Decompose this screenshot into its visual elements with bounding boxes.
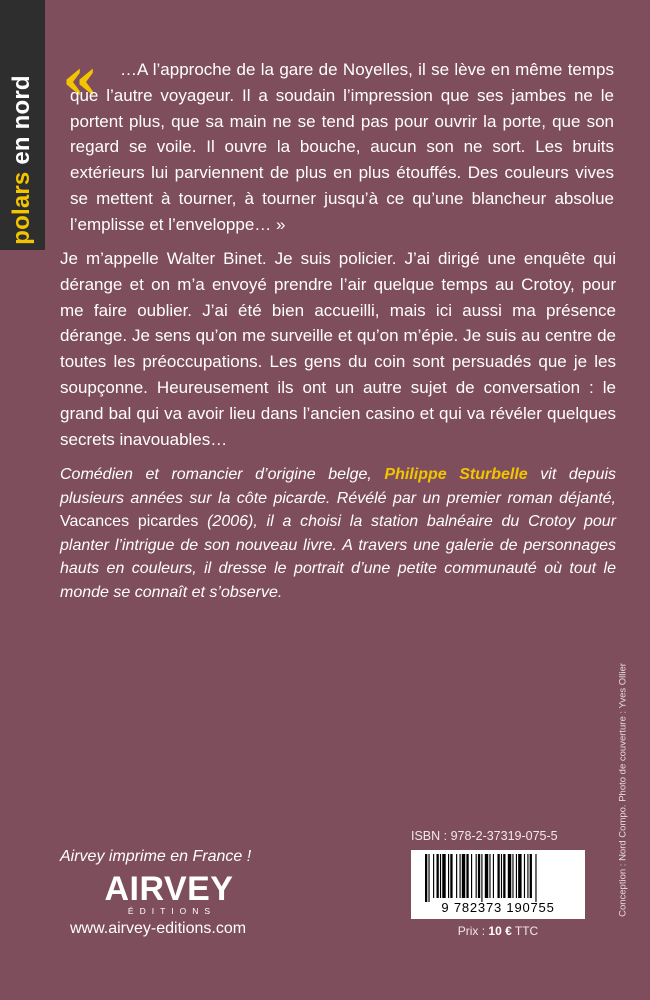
barcode-bars: [411, 850, 585, 902]
open-quote-mark: «: [62, 45, 99, 113]
barcode-bar: [497, 854, 499, 898]
author-name: Philippe Sturbelle: [384, 466, 528, 483]
publisher-logo-main: AIRVEY: [104, 870, 234, 908]
publisher-website[interactable]: www.airvey-editions.com: [70, 920, 247, 937]
printed-in-france: Airvey imprime en France !: [60, 848, 252, 865]
barcode-bar: [450, 854, 452, 898]
barcode-bar: [518, 854, 521, 898]
excerpt-quote: …A l’approche de la gare de Noyelles, il se lève en même temps que l’autre voyageur. Il a soudain l’impression que ses jambes ne le portent plus, que sa main ne se tend pas pour ouvrir la porte, que son regard se voile. Il ouvre la bouche, aucun son ne sort. Les bruits extérieurs lui parviennent de plus en plus étouffés. Des couleurs vives se mettent à tourner, à tourner jusqu’à ce qu’une blancheur absolue l’emplisse et l’enveloppe… »: [70, 60, 614, 234]
series-label: [8, 75, 36, 245]
barcode-bar: [462, 854, 465, 898]
barcode-bar: [516, 854, 517, 898]
barcode: [411, 850, 585, 919]
bio-part2: vit depuis plusieurs années sur la côte picarde. Révélé par un premier roman déjanté,: [60, 466, 616, 507]
barcode-bar: [448, 854, 449, 898]
series-rest: en nord: [8, 75, 35, 172]
barcode-bar: [460, 854, 461, 898]
price-suffix: TTC: [511, 924, 539, 938]
barcode-bar: [442, 854, 445, 898]
barcode-bar: [466, 854, 468, 898]
barcode-bar: [493, 854, 494, 898]
barcode-bar: [425, 854, 427, 902]
barcode-bar: [512, 854, 513, 898]
barcode-bar: [489, 854, 490, 898]
barcode-bar: [503, 854, 505, 898]
barcode-bar: [481, 854, 482, 902]
publisher-logo-sub: ÉDITIONS: [127, 906, 217, 916]
barcode-bar: [471, 854, 472, 898]
barcode-bar: [501, 854, 502, 898]
barcode-bar: [508, 854, 511, 898]
bio-part1: Comédien et romancier d’origine belge,: [60, 466, 385, 483]
barcode-bar: [440, 854, 441, 898]
series-accent: polars: [8, 171, 35, 245]
barcode-bar: [428, 854, 429, 902]
barcode-bar: [535, 854, 536, 902]
bio-part3: (2006), il a choisi la station balnéaire du Crotoy pour planter l’intrigue de son nouveau livre. A travers une galerie de personnages hauts en couleurs, il dresse le portrait d’une petite communauté où tout le monde se connaît et s’observe.: [60, 513, 616, 601]
previous-book-title: Vacances picardes: [60, 513, 199, 530]
barcode-bar: [524, 854, 525, 898]
barcode-digits: 9 782373 190755: [441, 900, 555, 915]
summary-paragraph: Je m’appelle Walter Binet. Je suis policier. J’ai dirigé une enquête qui dérange et on m’a envoyé prendre l’air quelque temps au Crotoy, pour me faire oublier. J’ai été bien accueilli, mais ici aussi ma présence dérange. Je sens qu’on me surveille et qu’on m’épie. Je suis au centre de toutes les préoccupations. Les gens du coin sont persuadés que je les soupçonne. Heureusement ils ont un autre sujet de conversation : le grand bal qui va avoir lieu dans l’ancien casino et qui va révéler quelques secrets inavouables…: [60, 249, 616, 449]
price: [411, 924, 585, 938]
barcode-bar: [456, 854, 457, 898]
barcode-bar: [476, 854, 477, 898]
barcode-bar: [437, 854, 439, 898]
publisher-logo: [94, 871, 244, 917]
barcode-bar: [527, 854, 528, 898]
barcode-bar: [485, 854, 488, 898]
isbn-label: ISBN : 978-2-37319-075-5: [411, 829, 558, 843]
author-bio: [60, 463, 616, 604]
price-prefix: Prix :: [457, 924, 489, 938]
barcode-bar: [478, 854, 480, 898]
cover-credits: Conception : Nord Compo. Photo de couverture : Yves Ollier: [617, 663, 629, 917]
barcode-bar: [530, 854, 532, 898]
barcode-bar: [433, 854, 434, 898]
price-amount: 10 €: [488, 924, 512, 938]
